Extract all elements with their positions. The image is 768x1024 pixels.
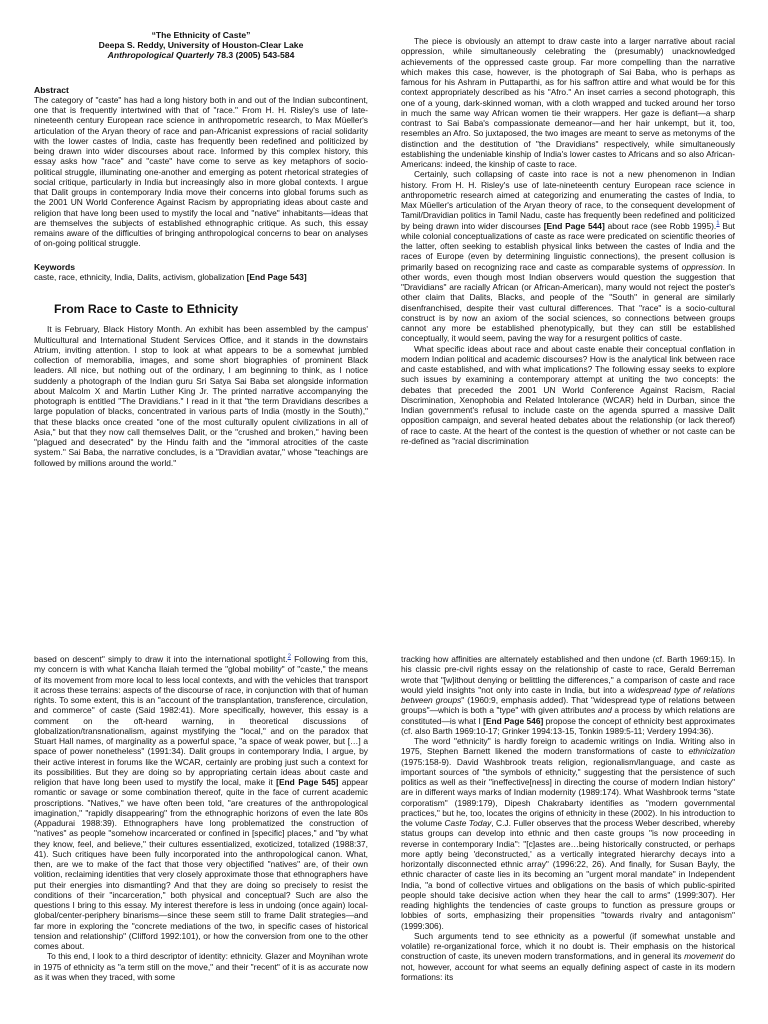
end-page-marker: [End Page 543] [246, 271, 307, 282]
body-paragraph: The piece is obviously an attempt to draw caste into a larger narrative about racial oppression, while simultaneously celebrating the (presumably) unacknowledged achievements of the oppressed caste group. Far more compelling than the narrative which makes this case, however, is the photograph of Sai Baba, who is perhaps as famous for his Ashram in Puttaparthi, as for his saffron attire and what would be for this context appropriately described as his "Afro." An inset carries a second photograph, this one of a young, dark-skinned woman, with a cloth wrapped and tucked around her torso in much the same way African women tie their wrappers. Her gaze is defiant—a sharp contrast to Sai Baba's compassionate demeanor—and her hair unkempt, but it, too, resembles an Afro. So juxtaposed, the two images are meant to serve as metonyms of the distinction and the destitution of "the Dravidians" respectively, while simultaneously establishing the undeniable kinship of India's lower castes to Africans and so also African-Americans: indeed, the kinship of caste to race. [401, 36, 735, 169]
body-paragraph [34, 654, 368, 951]
footnote-link[interactable]: 2 [287, 654, 291, 661]
paragraph-text: based on descent" simply to draw it into the international spotlight. [34, 654, 288, 664]
page-separator [0, 600, 768, 628]
paragraph-text: , C.J. Fuller observes that the process Weber described, whereby status groups can develop into ethnic and then caste groups "is now proceeding in reverse in contemporary India": "[c]astes are…being historically constructed, or perhaps more aptly being 'deconstructed,' as a vertically integrated hierarchy decays into a horizontally disconnected ethnic array" (1996:22, 26). And finally, for Susan Bayly, the ethnic character of caste lies in its becoming an "urgent moral mandate" in Independent India, "a bond of collective virtues and obligations on the basis of which public-spirited people should take decisive action when they hear the call to arms" (1999:307). Her reading highlights the tendencies of caste groups to function as pressure groups or lobbies of sorts, emphasizing their propensities "towards rivalry and antagonism" (1999:306). [401, 818, 735, 931]
article-title: “The Ethnicity of Caste” [151, 30, 251, 40]
emphasized-text: and [597, 705, 612, 716]
paragraph-text: Certainly, such collapsing of caste into race is not a new phenomenon in Indian history. From H. H. Risley's use of late-nineteenth century European race science in anthropometric research aimed at categorizing and enumerating the castes of India, to Max Müeller's articulation of the Aryan theory of race, to the consequent development of Tamil/Dravidian politics in Tamil Nadu, caste has frequently been redefined and politicized by being drawn into wider discourses [401, 169, 735, 231]
keywords-text [34, 272, 368, 282]
paragraph-text: tracking how affinities are alternately established and then undone (cf. Barth 1969:15). In his classic pre-civil rights essay on the relationship of caste to race, Gerald Berreman wrote that "[w]ithout denying or belittling the differences," a comparison of caste and race would yield insights "not only into caste in India, but into a [401, 654, 735, 695]
keywords-heading: Keywords [34, 261, 76, 272]
body-paragraph [401, 169, 735, 343]
paragraph-text: appear romantic or savage or some combination thereof, quite in the face of current academic proscriptions. "Natives," we have often been told, "are creatures of the anthropological imagination," "rapidly disappearing" from the ethnographic horizons of even the late 80s (Appadurai 1988:39). Ethnographers have long problematized the construction of "natives" as people "somehow incarcerated or confined in [specific] places," and "by what they know, feel, and believe," their cultures essentialized, exoticized, totalized (1988:37, 41). Such critiques have been fully incorporated into the anthropological canon. What, then, are we to make of the fact that those very objectified "natives" are, of their own volition, reclaiming identities that very closely approximate those that ethnographers have put their energies into dismantling? And that they are doing so precisely to resist the conditions of their "incarceration," both physical and conceptual? Such are also the questions I bring to this essay. My interest therefore is less in undoing (once again) local-global/center-periphery binarisms—since these seem still to frame Dalit strategies—and far more in exploring the "concrete mediations of the two, in specific cases of historical tension and relationship" (Clifford 1992:101), or how the conversion from one to the other comes about. [34, 777, 369, 951]
abstract-text: The category of "caste" has had a long history both in and out of the Indian subcontinent, one that is frequently intertwined with that of "race." From H. H. Risley's use of late-nineteenth century European race science in anthropometric research, to Max Müeller's articulation of the Aryan theory of race and pan-Africanist expressions of racial solidarity with the lower castes of India, caste has frequently been redefined and politicized by being drawn into wider discourses about race. Informed by this complex history, this essay asks how "race" and "caste" have come to serve as key metaphors of socio-political struggle, illuminating one-another and emerging as potent rhetorical strategies of social critique, particularly in India but increasingly also in more global contexts. I argue that Dalit groups in contemporary India move their concerns into global forums such as the 2001 UN World Conference Against Racism by appropriating ideas about caste and religion that have long been used to mystify the local and "native" inhabitants—ideas that are themselves the subjects of established ethnographic critique. As such, this essay remains aware of the difficulties of bringing anthropological concerns to bear on analyses of on-going political struggle. [34, 94, 368, 249]
page-one-right-column [401, 36, 735, 446]
body-paragraph: To this end, I look to a third descriptor of identity: ethnicity. Glazer and Moynihan wrote in 1975 of ethnicity as "a term still on the move," and their "recent" of it is as accurate now as it was when they traced, with some [34, 951, 368, 982]
paragraph-text: a process by which relations are constituted—is what I [401, 705, 735, 726]
paragraph-text: Following from this, my concern is with what Kancha Ilaiah termed the "global mobility" of "caste," the means of its movement from more local to less local contexts, and with the vehicles that transport it across these terrains: aspects of the discourse of race, in conjunction with that of human rights. To some extent, this is an "account of the transplantation, transference, circulation, and commerce" of caste (Said 1982:41). More specifically, however, this essay is a comment on the oft-heard warning, in theoretical discussions of globalization/transnationalism, against mystifying the "local," and on the paradox that Stuart Hall names, of marginality as a powerful space, "a space of weak power, but […] a space of power nonetheless" (1991:34). Dalit groups in contemporary India, I argue, by their active interest in forums like the WCAR, certainly are probing just such a context for its possibilities. But they are doing so by appropriating certain ideas about caste and religion that have long been used to mystify the local, make it [34, 654, 369, 787]
end-page-marker: [End Page 544] [543, 220, 605, 231]
emphasized-text: Caste Today [444, 818, 492, 828]
paragraph-text: propose the concept of ethnicity best approximates (cf. also Barth 1969:10-17; Grinker 1994:13-15, Tonkin 1989:5-11; Verdery 1994:36). [401, 715, 735, 736]
paragraph-text: (1975:158-9). David Washbrook treats religion, regionalism/language, and caste as important sources of "the symbols of ethnicity," suggesting that the persistence of such politics as well as their "ineffective[ness] in directing the course of modern Indian history" are in different ways marks of Indian modernity (1989:174). What Washbrook terms "state corporatism" (1989:179), Dipesh Chakrabarty identifies as "modern governmental practices," but he, too, locates the origins of ethnicity in these (2002). In his introduction to the volume [401, 756, 735, 828]
body-paragraph [401, 736, 735, 931]
article-header [34, 30, 368, 61]
paragraph-text: do not, however, account for what seems an equally defining aspect of caste in its modern formations: its [401, 951, 735, 982]
paragraph-text: about race (see Robb 1995). [604, 220, 717, 231]
emphasized-text: ethnicization [688, 746, 735, 757]
keywords-list: caste, race, ethnicity, India, Dalits, activism, globalization [34, 271, 247, 282]
emphasized-text: widespread type of relations between groups [401, 684, 735, 705]
abstract-heading: Abstract [34, 84, 69, 95]
article-authors: Deepa S. Reddy, University of Houston-Clear Lake [98, 40, 304, 51]
paragraph-text: . In other words, even though most Indian observers would question the suggestion that "Dravidians" are racially African (or African-American), many would not reject the poster's other claim that Dalits, Blacks, and people of the "South" in general are similarly disenfranchised, despite their vast cultural differences. That "race" is a socio-cultural construct is by now an axiom of the social sciences, so connections between groups cannot any more be established phenotypically, but they can still be established conceptually, it would seem, paving the way for a resurgent politics of caste. [401, 261, 735, 344]
emphasized-text: movement [684, 951, 724, 962]
page-two-left-column [34, 654, 368, 982]
page-one-left-column [34, 30, 368, 468]
emphasized-text: oppression [681, 261, 723, 272]
end-page-marker: [End Page 546] [483, 715, 544, 726]
paragraph-text: But while colonial conceptualizations of caste as race were predicated on scientific theories of the latter, often seeking to establish physical links between the castes of India and the races of Europe (even by determining linguistic connections), the present collusion is primarily based on recognizing race and caste as comparable systems of [401, 220, 735, 272]
paragraph-text: The word "ethnicity" is hardly foreign to academic writings on India. Writing also in 1975, Stephen Barnett likened the modern transformations of caste to [401, 736, 735, 757]
section-heading: From Race to Caste to Ethnicity [54, 302, 239, 317]
footnote-link[interactable]: 1 [716, 220, 720, 227]
article-citation [34, 50, 368, 60]
body-paragraph [401, 931, 735, 982]
journal-name: Anthropological Quarterly [107, 50, 215, 61]
journal-citation: 78.3 (2005) 543-584 [214, 50, 295, 61]
body-paragraph [401, 654, 735, 736]
end-page-marker: [End Page 545] [276, 777, 339, 787]
paragraph-text: Such arguments tend to see ethnicity as a powerful (if somewhat unstable and volatile) re-organizational force, which it no doubt is. Their emphasis on the historical construction of caste, its uneven modern transformations, and in general its [401, 930, 735, 962]
body-paragraph: What specific ideas about race and about caste enable their conceptual conflation in modern Indian political and academic discourses? How is the analytical link between race and caste established, and with what implications? The following essay seeks to explore such issues by examining a contemporary attempt at uniting the two concepts: the debates that preceded the 2001 UN World Conference Against Racism, Racial Discrimination, Xenophobia and Related Intolerance (WCAR) held in Durban, since the Indian government's refusal to include caste on the agenda spurred a massive Dalit opposition campaign, and several heated debates about the relationship (or lack thereof) of race to caste. At the heart of the contest is the question of whether or not caste can be re-defined as "racial discrimination [401, 343, 735, 446]
paragraph-text: " (1960:9, emphasis added). That "widespread type of relations between groups"—which is both a "type" with given attributes [401, 695, 735, 716]
page-two [0, 628, 768, 1024]
body-paragraph: It is February, Black History Month. An exhibit has been assembled by the campus' Multicultural and International Student Services Office, and it stands in the downstairs Atrium, inviting attention. I stop to look at what appears to be a somewhat jumbled collection of memorabilia, images, and some short biographies of prominent Black leaders. All nice, but nothing out of the ordinary, I am beginning to think, as I notice suddenly a photograph of the Indian guru Sri Satya Sai Baba set alongside information about Malcolm X and Martin Luther King Jr. The printed narrative accompanying the photograph is entitled "The Dravidians." I read in it that "the term Dravidians describes a large population of blacks, concentrated in various parts of India (mostly in the South)," that these blacks once created "one of the most culturally opulent civilizations in all of Asia," but that they now call themselves Dalit, or the "crushed and broken," having been "plagued and desecrated" by the Hindu faith and the "immoral atrocities of the caste system." Sai Baba, the narrative concludes, is a "Dravidian avatar," whose "teachings are followed by millions around the world." [34, 324, 368, 468]
page-two-right-column [401, 654, 735, 982]
